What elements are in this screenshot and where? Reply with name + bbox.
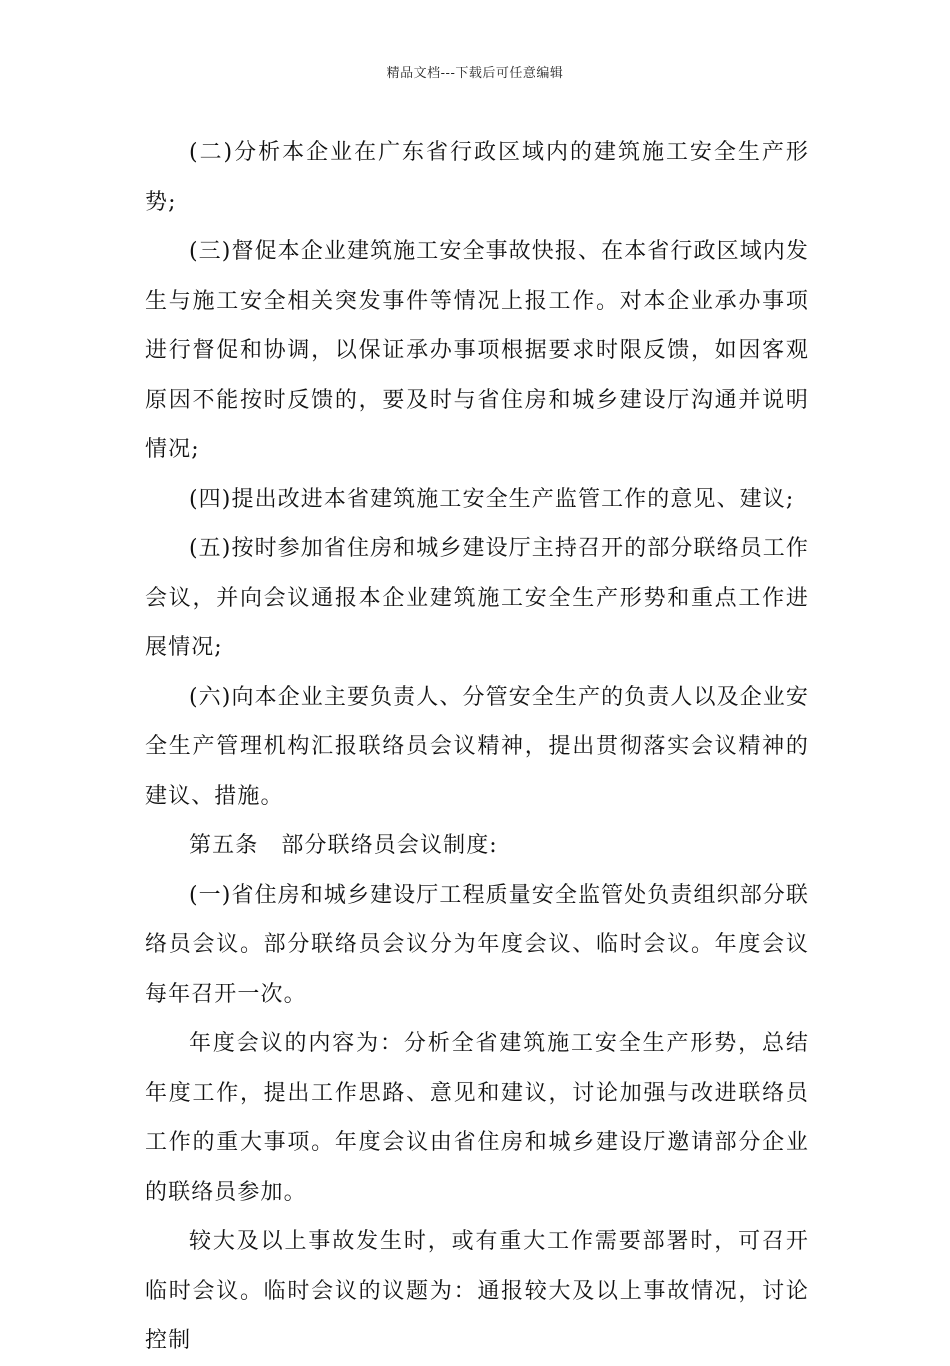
annual-meeting-paragraph: 年度会议的内容为：分析全省建筑施工安全生产形势，总结年度工作，提出工作思路、意见和建议，讨论加强与改进联络员工作的重大事项。年度会议由省住房和城乡建设厅邀请部分企业的联络员参加。 (145, 1031, 809, 1205)
paragraph-item-4: (四)提出改进本省建筑施工安全生产监管工作的意见、建议; (189, 486, 795, 512)
paragraph-item-2: (二)分析本企业在广东省行政区域内的建筑施工安全生产形势; (145, 140, 809, 215)
paragraph-item-3: (三)督促本企业建筑施工安全事故快报、在本省行政区域内发生与施工安全相关突发事件等情况上报工作。对本企业承办事项进行督促和协调，以保证承办事项根据要求时限反馈，如因客观原因不能按时反馈的，要及时与省住房和城乡建设厅沟通并说明情况; (145, 239, 809, 462)
page-header: 精品文档---下载后可任意编辑 (386, 66, 564, 81)
paragraph-item-6: (六)向本企业主要负责人、分管安全生产的负责人以及企业安全生产管理机构汇报联络员会议精神，提出贯彻落实会议精神的建议、措施。 (145, 684, 809, 809)
article-five-heading: 第五条 部分联络员会议制度: (189, 833, 498, 858)
temporary-meeting-paragraph: 较大及以上事故发生时，或有重大工作需要部署时，可召开临时会议。临时会议的议题为：通报较大及以上事故情况，讨论控制 (145, 1229, 809, 1353)
document-body (145, 128, 809, 1366)
paragraph-item-5: (五)按时参加省住房和城乡建设厅主持召开的部分联络员工作会议，并向会议通报本企业建筑施工安全生产形势和重点工作进展情况; (145, 536, 809, 660)
paragraph-item-1: (一)省住房和城乡建设厅工程质量安全监管处负责组织部分联络员会议。部分联络员会议分为年度会议、临时会议。年度会议每年召开一次。 (145, 882, 809, 1007)
